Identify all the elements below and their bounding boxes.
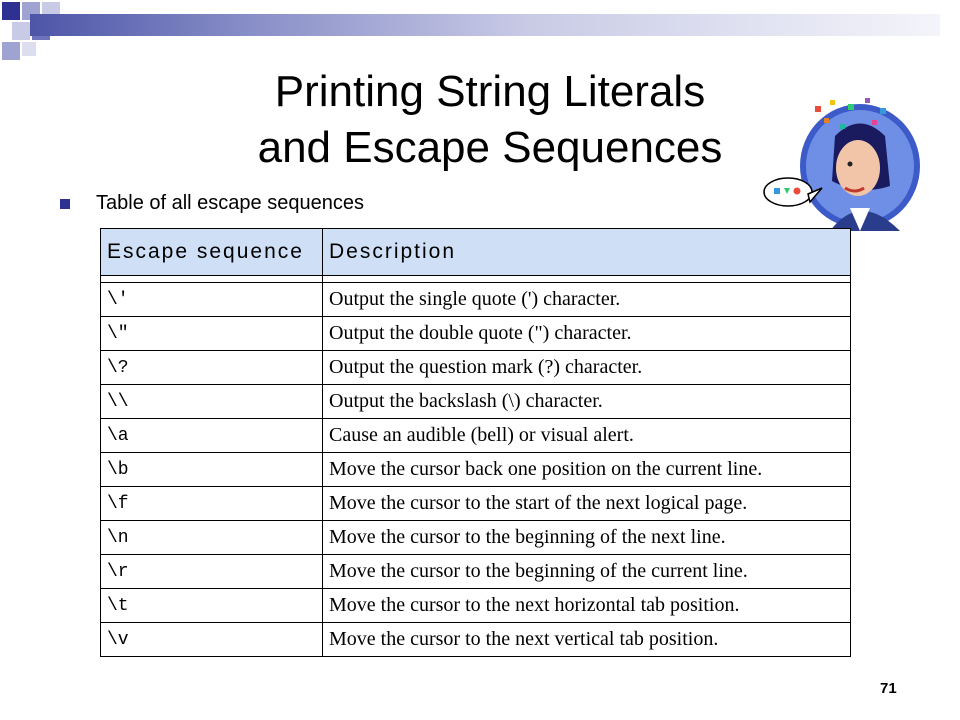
square-bullet-icon [60,199,70,209]
escape-sequence-cell: \r [101,555,323,589]
bullet-item [60,192,364,215]
table-row [101,385,851,419]
escape-sequence-cell: \f [101,487,323,521]
escape-sequence-cell: \" [101,317,323,351]
escape-sequence-cell: \v [101,623,323,657]
escape-sequence-cell: \t [101,589,323,623]
table-row [101,419,851,453]
column-header-description: Description [323,229,851,276]
table-row [101,317,851,351]
table-row [101,555,851,589]
header-gradient-bar [30,14,940,36]
table-row [101,487,851,521]
escape-sequence-cell: \\ [101,385,323,419]
description-cell: Move the cursor to the beginning of the current line. [323,555,851,589]
description-cell: Cause an audible (bell) or visual alert. [323,419,851,453]
description-cell: Output the question mark (?) character. [323,351,851,385]
description-cell: Move the cursor to the start of the next logical page. [323,487,851,521]
description-cell: Move the cursor to the beginning of the next line. [323,521,851,555]
description-cell: Output the double quote (") character. [323,317,851,351]
title-line-2: and Escape Sequences [257,123,723,172]
escape-sequence-cell: \b [101,453,323,487]
column-header-escape-sequence: Escape sequence [101,229,323,276]
woman-speaking-clipart-icon [760,96,920,236]
table-spacer-row [101,276,851,283]
description-cell: Output the single quote (') character. [323,283,851,317]
title-line-1: Printing String Literals [274,67,706,116]
table-row [101,453,851,487]
bullet-text: Table of all escape sequences [96,192,364,214]
escape-sequence-table [100,228,851,657]
escape-sequence-cell: \n [101,521,323,555]
description-cell: Output the backslash (\) character. [323,385,851,419]
deco-square-icon [2,42,20,60]
page-number: 71 [880,680,897,697]
escape-sequence-cell: \' [101,283,323,317]
description-cell: Move the cursor back one position on the current line. [323,453,851,487]
escape-sequence-cell: \a [101,419,323,453]
slide-title [140,64,840,176]
deco-square-icon [22,42,36,56]
deco-square-icon [12,22,30,40]
table-row [101,283,851,317]
deco-square-icon [2,2,20,20]
table-row [101,521,851,555]
description-cell: Move the cursor to the next horizontal tab position. [323,589,851,623]
table-header-row [101,229,851,276]
table-row [101,351,851,385]
table-row [101,589,851,623]
escape-sequence-cell: \? [101,351,323,385]
table-row [101,623,851,657]
description-cell: Move the cursor to the next vertical tab position. [323,623,851,657]
